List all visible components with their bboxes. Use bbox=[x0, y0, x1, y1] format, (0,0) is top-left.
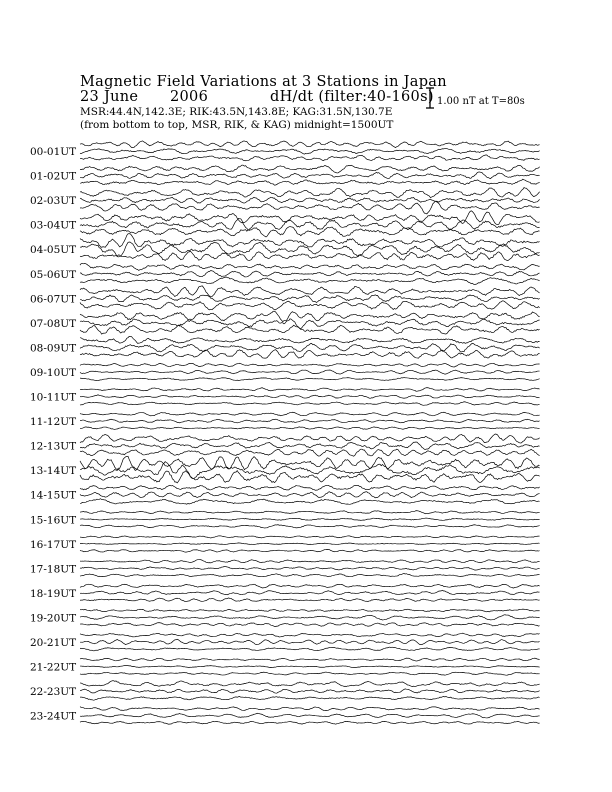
trace-rik-4 bbox=[80, 242, 540, 257]
hour-label: 11-12UT bbox=[30, 416, 77, 429]
trace-msr-17 bbox=[80, 574, 540, 577]
trace-kag-14 bbox=[80, 485, 540, 490]
trace-msr-10 bbox=[80, 402, 540, 406]
trace-msr-5 bbox=[80, 277, 540, 284]
trace-rik-20 bbox=[80, 639, 540, 644]
trace-kag-2 bbox=[80, 188, 540, 198]
trace-kag-0 bbox=[80, 141, 540, 148]
trace-kag-23 bbox=[80, 707, 540, 711]
hour-label: 13-14UT bbox=[30, 465, 77, 478]
stations-label: MSR:44.4N,142.3E; RIK:43.5N,143.8E; KAG:31.5N,130.7E bbox=[80, 106, 393, 118]
trace-rik-22 bbox=[80, 689, 540, 693]
trace-rik-15 bbox=[80, 518, 540, 520]
trace-rik-12 bbox=[80, 442, 540, 449]
trace-rik-17 bbox=[80, 567, 540, 571]
trace-kag-8 bbox=[80, 336, 540, 343]
year-label: 2006 bbox=[170, 89, 209, 105]
trace-rik-7 bbox=[80, 319, 540, 329]
hour-label: 00-01UT bbox=[30, 146, 77, 158]
trace-msr-20 bbox=[80, 647, 540, 651]
trace-kag-5 bbox=[80, 263, 540, 270]
trace-msr-6 bbox=[80, 301, 540, 310]
trace-rik-16 bbox=[80, 543, 540, 545]
trace-rik-1 bbox=[80, 172, 540, 179]
hour-label: 17-18UT bbox=[30, 563, 77, 576]
trace-kag-12 bbox=[80, 434, 540, 443]
trace-msr-8 bbox=[80, 350, 540, 359]
trace-rik-21 bbox=[80, 666, 540, 668]
trace-msr-16 bbox=[80, 549, 540, 552]
trace-msr-4 bbox=[80, 251, 540, 260]
hour-label: 16-17UT bbox=[30, 538, 77, 551]
chart-title: Magnetic Field Variations at 3 Stations in Japan bbox=[80, 74, 447, 90]
scale-label: 1.00 nT at T=80s bbox=[437, 96, 525, 107]
trace-rik-10 bbox=[80, 395, 540, 398]
trace-kag-10 bbox=[80, 388, 540, 392]
trace-kag-7 bbox=[80, 311, 540, 321]
hour-label: 12-13UT bbox=[30, 440, 77, 453]
hour-label: 10-11UT bbox=[30, 391, 77, 404]
trace-kag-15 bbox=[80, 511, 540, 514]
trace-kag-17 bbox=[80, 559, 540, 562]
trace-msr-3 bbox=[80, 227, 540, 237]
traces bbox=[80, 141, 540, 724]
hour-label: 01-02UT bbox=[30, 170, 77, 183]
hour-label: 21-22UT bbox=[30, 661, 77, 674]
trace-kag-13 bbox=[80, 456, 540, 470]
trace-kag-18 bbox=[80, 584, 540, 588]
hour-label: 03-04UT bbox=[30, 219, 77, 232]
trace-msr-7 bbox=[80, 325, 540, 334]
trace-msr-18 bbox=[80, 598, 540, 602]
trace-rik-9 bbox=[80, 370, 540, 374]
trace-msr-23 bbox=[80, 721, 540, 724]
trace-msr-11 bbox=[80, 427, 540, 430]
hour-label: 02-03UT bbox=[30, 195, 77, 208]
hour-label: 20-21UT bbox=[30, 637, 77, 649]
trace-kag-11 bbox=[80, 412, 540, 416]
trace-rik-0 bbox=[80, 148, 540, 154]
trace-msr-1 bbox=[80, 179, 540, 185]
hour-label: 06-07UT bbox=[30, 293, 77, 306]
trace-rik-11 bbox=[80, 419, 540, 423]
trace-msr-19 bbox=[80, 623, 540, 627]
trace-kag-20 bbox=[80, 633, 540, 637]
quantity-label: dH/dt (filter:40-160s) bbox=[270, 89, 434, 105]
hour-label: 04-05UT bbox=[30, 244, 77, 257]
trace-rik-14 bbox=[80, 492, 540, 498]
trace-kag-19 bbox=[80, 609, 540, 612]
trace-rik-6 bbox=[80, 295, 540, 303]
trace-msr-9 bbox=[80, 378, 540, 381]
hour-label: 15-16UT bbox=[30, 514, 77, 527]
trace-kag-22 bbox=[80, 681, 540, 687]
trace-msr-12 bbox=[80, 449, 540, 456]
trace-msr-22 bbox=[80, 696, 540, 700]
trace-msr-15 bbox=[80, 525, 540, 528]
trace-msr-2 bbox=[80, 201, 540, 214]
hour-label: 05-06UT bbox=[30, 268, 77, 281]
hour-label: 07-08UT bbox=[30, 317, 77, 330]
hour-label: 22-23UT bbox=[30, 686, 77, 699]
trace-rik-2 bbox=[80, 197, 540, 203]
order-label: (from bottom to top, MSR, RIK, & KAG) midnight=1500UT bbox=[80, 119, 394, 131]
hour-label: 08-09UT bbox=[30, 342, 77, 355]
trace-msr-0 bbox=[80, 155, 540, 161]
hour-labels bbox=[30, 146, 76, 723]
trace-kag-1 bbox=[80, 165, 540, 173]
hour-label: 18-19UT bbox=[30, 587, 77, 600]
trace-kag-9 bbox=[80, 363, 540, 367]
trace-kag-21 bbox=[80, 658, 540, 661]
trace-rik-23 bbox=[80, 713, 540, 718]
trace-rik-3 bbox=[80, 218, 540, 230]
trace-msr-14 bbox=[80, 499, 540, 505]
trace-kag-16 bbox=[80, 536, 540, 538]
hour-label: 23-24UT bbox=[30, 710, 77, 723]
trace-rik-18 bbox=[80, 590, 540, 594]
trace-rik-5 bbox=[80, 271, 540, 277]
trace-msr-21 bbox=[80, 672, 540, 675]
trace-rik-19 bbox=[80, 615, 540, 620]
hour-label: 19-20UT bbox=[30, 612, 77, 625]
date-label: 23 June bbox=[80, 89, 139, 105]
hour-label: 09-10UT bbox=[30, 366, 77, 379]
hour-label: 14-15UT bbox=[30, 489, 77, 502]
